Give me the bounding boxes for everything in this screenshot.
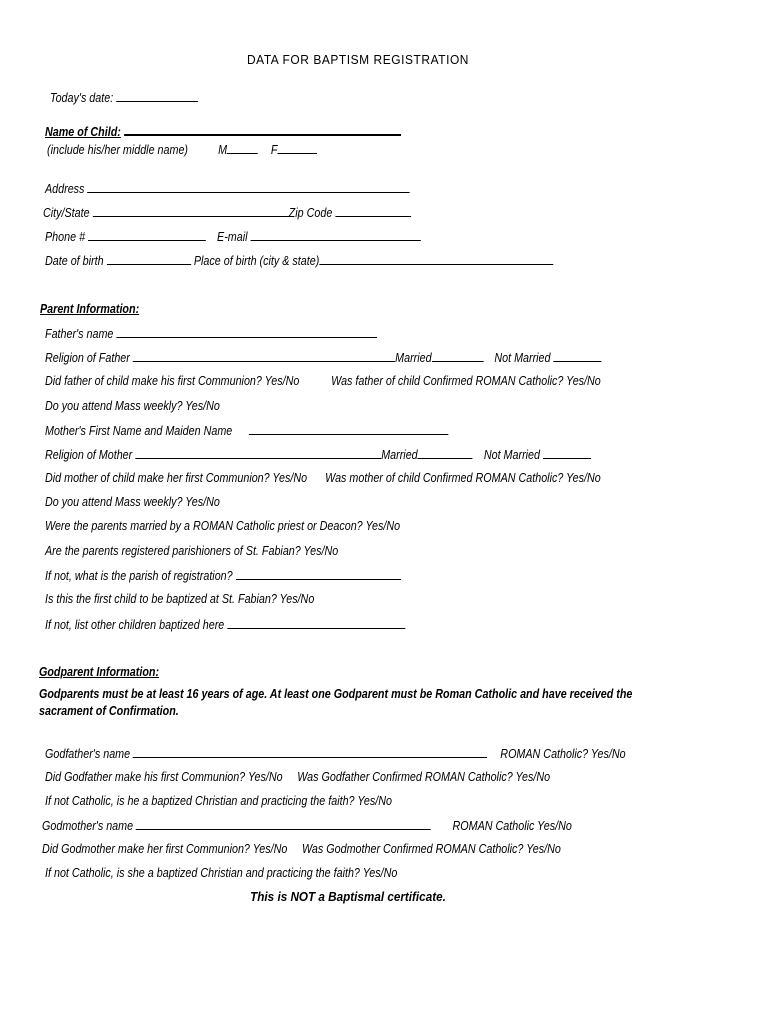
- godmother-communion-label: Did Godmother make her first Communion? Yes/No: [42, 842, 288, 856]
- mother-confirmed-label: Was mother of child Confirmed ROMAN Catholic? Yes/No: [325, 471, 601, 485]
- mother-communion-row: [45, 470, 601, 486]
- godmother-name-row: [42, 817, 572, 834]
- father-not-married-label: Not Married: [494, 351, 551, 365]
- birth-row: [45, 252, 553, 269]
- godmother-name-field[interactable]: [136, 817, 431, 830]
- godfather-name-field[interactable]: [133, 745, 487, 758]
- father-name-row: [45, 325, 377, 342]
- religion-mother-label: Religion of Mother: [45, 448, 133, 462]
- city-state-row: [43, 204, 411, 221]
- mother-not-married-label: Not Married: [483, 448, 540, 462]
- email-label: E-mail: [217, 230, 248, 244]
- godparent-heading-text: Godparent Information:: [39, 665, 160, 679]
- other-children-field[interactable]: [227, 616, 405, 629]
- mass-weekly-row-1: [45, 398, 220, 414]
- father-married-label: Married: [395, 351, 432, 365]
- godparent-requirements-note: Godparents must be at least 16 years of age. At least one Godparent must be Roman Catholic and have received the sacrament of Confirmation.: [39, 687, 633, 718]
- godfather-name-label: Godfather's name: [45, 747, 131, 761]
- married-by-priest-label: Were the parents married by a ROMAN Catholic priest or Deacon? Yes/No: [45, 519, 401, 533]
- todays-date-label: Today's date:: [50, 91, 114, 105]
- middle-name-note: (include his/her middle name): [47, 143, 189, 157]
- mother-married-label: Married: [381, 448, 418, 462]
- phone-field[interactable]: [88, 228, 206, 241]
- pob-field[interactable]: [319, 252, 553, 265]
- godfather-name-row: [45, 745, 626, 762]
- mother-name-label: Mother's First Name and Maiden Name: [45, 424, 233, 438]
- godfather-communion-label: Did Godfather make his first Communion? Yes/No: [45, 770, 283, 784]
- child-name-row: [45, 122, 401, 140]
- godfather-communion-row: [45, 769, 550, 785]
- address-field[interactable]: [87, 180, 410, 193]
- godmother-name-label: Godmother's name: [42, 819, 134, 833]
- godfather-confirmed-label: Was Godfather Confirmed ROMAN Catholic? Yes/No: [297, 770, 551, 784]
- religion-mother-field[interactable]: [135, 446, 381, 459]
- dob-label: Date of birth: [45, 254, 104, 268]
- child-name-field[interactable]: [124, 122, 401, 136]
- registered-row: [45, 543, 338, 559]
- mass-weekly-label-2: Do you attend Mass weekly? Yes/No: [45, 495, 220, 509]
- mother-not-married-field[interactable]: [543, 446, 591, 459]
- religion-father-label: Religion of Father: [45, 351, 130, 365]
- mother-name-field[interactable]: [249, 422, 449, 435]
- father-confirmed-label: Was father of child Confirmed ROMAN Catholic? Yes/No: [331, 374, 601, 388]
- first-child-label: Is this the first child to be baptized at St. Fabian? Yes/No: [45, 592, 315, 606]
- godmother-not-catholic-label: If not Catholic, is she a baptized Christian and practicing the faith? Yes/No: [45, 866, 398, 880]
- phone-row: [45, 228, 421, 245]
- godmother-not-catholic-row: [45, 865, 397, 881]
- godmother-roman-catholic-label: ROMAN Catholic Yes/No: [452, 819, 572, 833]
- child-sex-row: [47, 141, 317, 158]
- godmother-communion-row: [42, 841, 561, 857]
- religion-mother-row: [45, 446, 591, 463]
- phone-label: Phone #: [45, 230, 86, 244]
- zip-field[interactable]: [335, 204, 411, 217]
- godmother-confirmed-label: Was Godmother Confirmed ROMAN Catholic? Yes/No: [301, 842, 561, 856]
- other-children-row: [45, 616, 405, 633]
- male-label: M: [218, 143, 228, 157]
- first-child-row: [45, 591, 314, 607]
- todays-date-row: [50, 89, 198, 106]
- city-state-label: City/State: [43, 206, 90, 220]
- godparent-heading: [39, 664, 159, 680]
- dob-field[interactable]: [107, 252, 191, 265]
- zip-label: Zip Code: [288, 206, 333, 220]
- mass-weekly-row-2: [45, 494, 220, 510]
- child-name-label: Name of Child:: [45, 125, 121, 139]
- religion-father-row: [45, 349, 602, 366]
- father-name-label: Father's name: [45, 327, 114, 341]
- mass-weekly-label-1: Do you attend Mass weekly? Yes/No: [45, 399, 220, 413]
- parish-registration-row: [45, 567, 401, 584]
- mother-communion-label: Did mother of child make her first Communion? Yes/No: [45, 471, 308, 485]
- parent-heading-text: Parent Information:: [40, 302, 140, 316]
- married-by-priest-row: [45, 518, 400, 534]
- female-field[interactable]: [277, 141, 317, 154]
- female-label: F: [270, 143, 278, 157]
- address-label: Address: [45, 182, 85, 196]
- godfather-roman-catholic-label: ROMAN Catholic? Yes/No: [500, 747, 626, 761]
- pob-label: Place of birth (city & state): [193, 254, 320, 268]
- godfather-not-catholic-label: If not Catholic, is he a baptized Christian and practicing the faith? Yes/No: [45, 794, 392, 808]
- address-row: [45, 180, 410, 197]
- father-name-field[interactable]: [116, 325, 377, 338]
- father-communion-row: [45, 373, 601, 389]
- father-communion-label: Did father of child make his first Communion? Yes/No: [45, 374, 300, 388]
- parish-registration-label: If not, what is the parish of registration?: [45, 569, 233, 583]
- male-field[interactable]: [227, 141, 258, 154]
- todays-date-field[interactable]: [116, 89, 198, 102]
- parent-heading: [40, 301, 139, 317]
- parish-registration-field[interactable]: [236, 567, 401, 580]
- godfather-not-catholic-row: [45, 793, 392, 809]
- email-field[interactable]: [250, 228, 420, 241]
- registered-label: Are the parents registered parishioners of St. Fabian? Yes/No: [45, 544, 339, 558]
- mother-name-row: [45, 422, 448, 439]
- mother-married-field[interactable]: [418, 446, 473, 459]
- not-certificate-notice: This is NOT a Baptismal certificate.: [250, 889, 446, 904]
- religion-father-field[interactable]: [133, 349, 395, 362]
- form-title: DATA FOR BAPTISM REGISTRATION: [246, 52, 470, 67]
- father-not-married-field[interactable]: [554, 349, 602, 362]
- father-married-field[interactable]: [432, 349, 484, 362]
- city-state-field[interactable]: [93, 204, 289, 217]
- other-children-label: If not, list other children baptized here: [45, 618, 225, 632]
